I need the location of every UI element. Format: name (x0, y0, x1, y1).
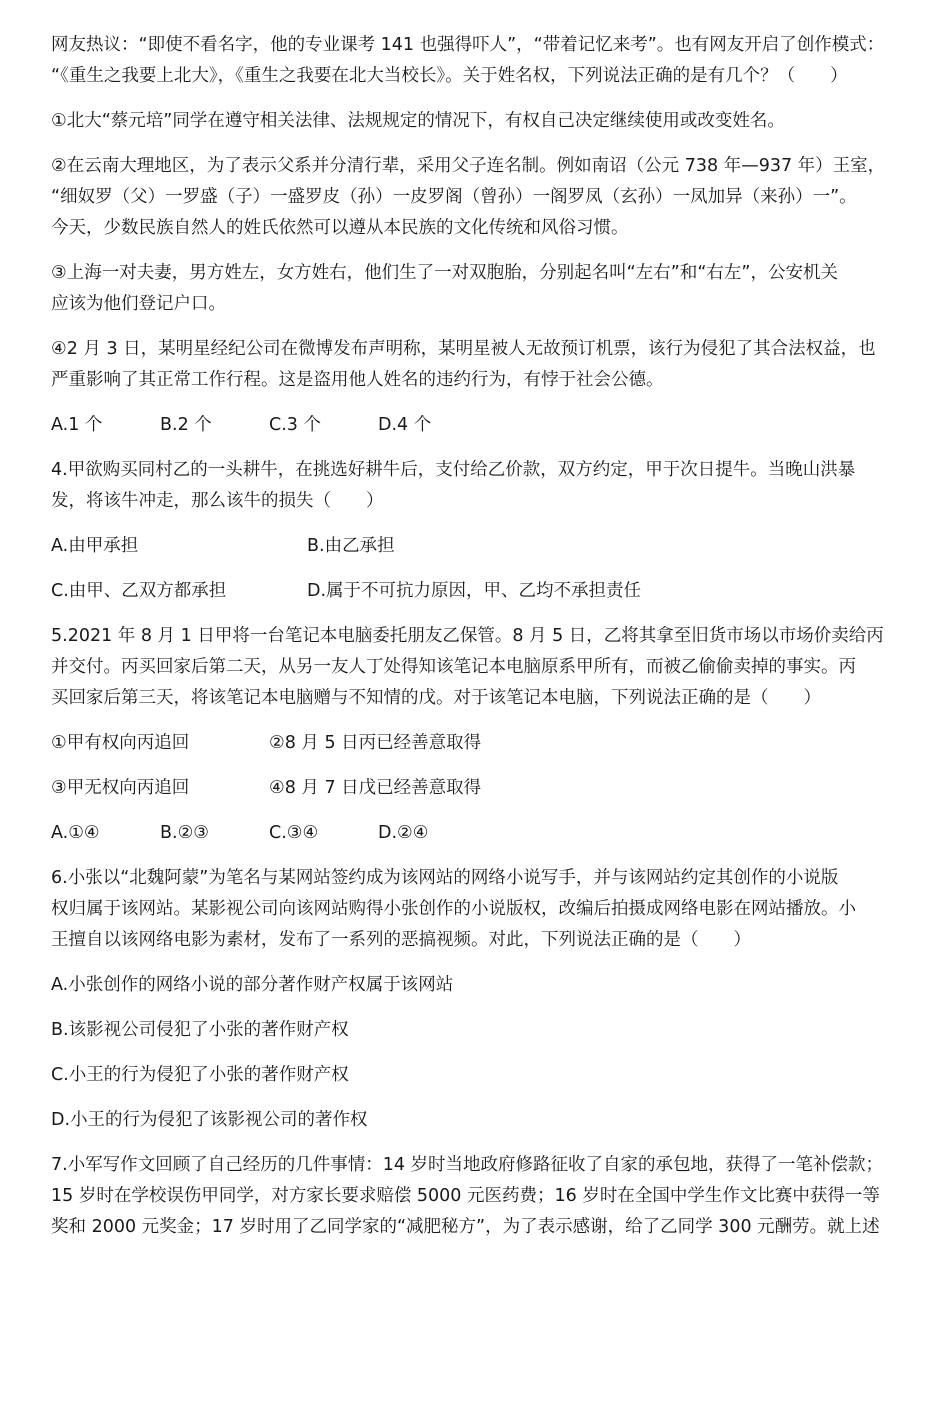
q4-option-d: D.属于不可抗力原因，甲、乙均不承担责任 (307, 581, 642, 601)
text-line: 7.小军写作文回顾了自己经历的几件事情：14 岁时当地政府修路征收了自家的承包地，获得了一笔补偿款； (51, 1155, 884, 1175)
text-line: C.小王的行为侵犯了小张的著作财产权 (51, 1065, 349, 1085)
q5-stem (51, 621, 911, 714)
q5-statements-row-1 (51, 728, 911, 759)
text-line: D.小王的行为侵犯了该影视公司的著作权 (51, 1110, 368, 1130)
text-line: B.该影视公司侵犯了小张的著作财产权 (51, 1020, 349, 1040)
text-line: 今天，少数民族自然人的姓氏依然可以遵从本民族的文化传统和风俗习惯。 (51, 218, 629, 238)
q4-stem (51, 455, 911, 517)
text-line: ②在云南大理地区，为了表示父系并分清行辈，采用父子连名制。例如南诏（公元 738 年—937 年）王室， (51, 156, 886, 176)
q6-option-c (51, 1060, 911, 1091)
q6-option-b (51, 1015, 911, 1046)
q5-statements-row-2 (51, 773, 911, 804)
text-line: 4.甲欲购买同村乙的一头耕牛，在挑选好耕牛后，支付给乙价款，双方约定，甲于次日提牛。当晚山洪暴 (51, 460, 856, 480)
q5-option-b: B.②③ (160, 823, 209, 843)
q6-stem (51, 863, 911, 956)
document-page (51, 30, 911, 1257)
q3-option-d: D.4 个 (378, 415, 432, 435)
q6-option-d (51, 1105, 911, 1136)
q4-option-c: C.由甲、乙双方都承担 (51, 581, 227, 601)
text-line: 并交付。丙买回家后第二天，从另一友人丁处得知该笔记本电脑原系甲所有，而被乙偷偷卖掉的事实。丙 (51, 657, 856, 677)
q3-option-b: B.2 个 (160, 415, 212, 435)
q5-statement-4: ④8 月 7 日戊已经善意取得 (269, 778, 482, 798)
q3-option-c: C.3 个 (269, 415, 321, 435)
text-line: ①北大“蔡元培”同学在遵守相关法律、法规规定的情况下，有权自己决定继续使用或改变姓名。 (51, 111, 785, 131)
q3-stem (51, 30, 911, 92)
q4-options-row-2 (51, 576, 911, 607)
q3-statement-4 (51, 334, 911, 396)
text-line: 奖和 2000 元奖金；17 岁时用了乙同学家的“减肥秘方”，为了表示感谢，给了乙同学 300 元酬劳。就上述 (51, 1217, 880, 1237)
q3-option-a: A.1 个 (51, 415, 103, 435)
text-line: 严重影响了其正常工作行程。这是盗用他人姓名的违约行为，有悖于社会公德。 (51, 370, 664, 390)
text-line: 网友热议：“即使不看名字，他的专业课考 141 也强得吓人”，“带着记忆来考”。也有网友开启了创作模式： (51, 35, 885, 55)
q5-option-d: D.②④ (378, 823, 429, 843)
text-line: 权归属于该网站。某影视公司向该网站购得小张创作的小说版权，改编后拍摄成网络电影在网站播放。小 (51, 899, 856, 919)
q4-options-row-1 (51, 531, 911, 562)
text-line: 6.小张以“北魏阿蒙”为笔名与某网站签约成为该网站的网络小说写手，并与该网站约定其创作的小说版 (51, 868, 839, 888)
text-line: “细奴罗（父）一罗盛（子）一盛罗皮（孙）一皮罗阁（曾孙）一阁罗凤（玄孙）一凤加异（来孙）一”。 (51, 187, 857, 207)
text-line: ④2 月 3 日，某明星经纪公司在微博发布声明称，某明星被人无故预订机票，该行为侵犯了其合法权益，也 (51, 339, 876, 359)
text-line: 15 岁时在学校误伤甲同学，对方家长要求赔偿 5000 元医药费；16 岁时在全国中学生作文比赛中获得一等 (51, 1186, 880, 1206)
q4-option-b: B.由乙承担 (307, 536, 395, 556)
q5-option-a: A.①④ (51, 823, 100, 843)
text-line: A.小张创作的网络小说的部分著作财产权属于该网站 (51, 975, 454, 995)
text-line: 5.2021 年 8 月 1 日甲将一台笔记本电脑委托朋友乙保管。8 月 5 日，乙将其拿至旧货市场以市场价卖给丙 (51, 626, 884, 646)
q5-option-c: C.③④ (269, 823, 319, 843)
q5-statement-2: ②8 月 5 日丙已经善意取得 (269, 733, 482, 753)
q3-statement-2 (51, 151, 911, 244)
text-line: “《重生之我要上北大》，《重生之我要在北大当校长》。关于姓名权，下列说法正确的是有几个？（ ） (51, 66, 848, 86)
q3-statement-3 (51, 258, 911, 320)
text-line: ③上海一对夫妻，男方姓左，女方姓右，他们生了一对双胞胎，分别起名叫“左右”和“右左”，公安机关 (51, 263, 838, 283)
q4-option-a: A.由甲承担 (51, 536, 139, 556)
q7-stem (51, 1150, 911, 1243)
text-line: 应该为他们登记户口。 (51, 294, 226, 314)
q5-options (51, 818, 911, 849)
q6-option-a (51, 970, 911, 1001)
q5-statement-3: ③甲无权向丙追回 (51, 778, 190, 798)
q3-options (51, 410, 911, 441)
text-line: 王擅自以该网络电影为素材，发布了一系列的恶搞视频。对此，下列说法正确的是（ ） (51, 930, 751, 950)
q5-statement-1: ①甲有权向丙追回 (51, 733, 190, 753)
text-line: 买回家后第三天，将该笔记本电脑赠与不知情的戊。对于该笔记本电脑，下列说法正确的是（ ） (51, 688, 821, 708)
text-line: 发，将该牛冲走，那么该牛的损失（ ） (51, 491, 384, 511)
q3-statement-1 (51, 106, 911, 137)
